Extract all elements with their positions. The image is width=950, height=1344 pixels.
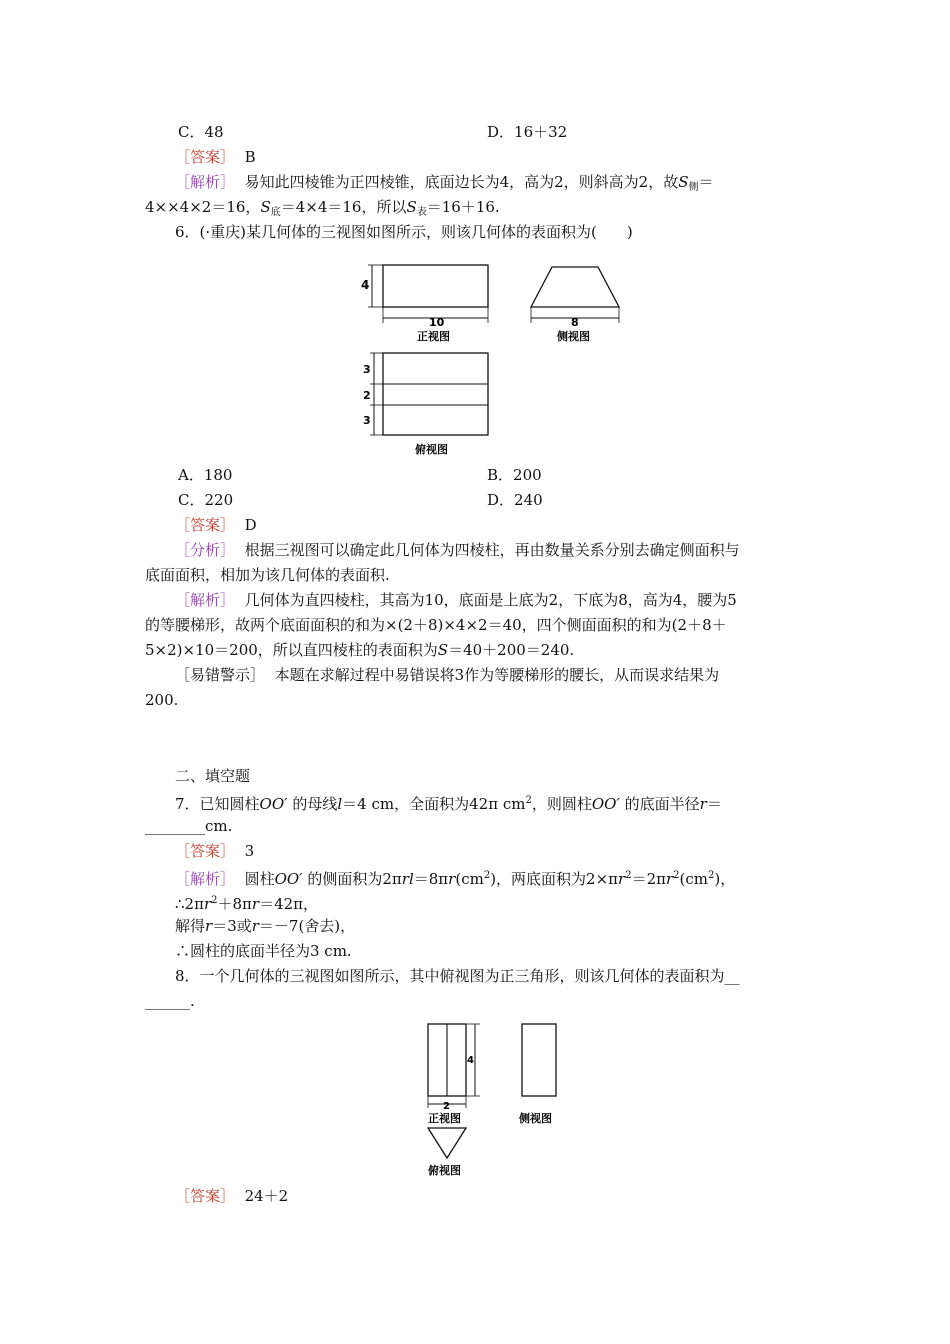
- q6-fenxi-line-2: 底面面积，相加为该几何体的表面积.: [145, 566, 390, 584]
- q8-front-label: 正视图: [428, 1112, 461, 1125]
- q8-answer: [175, 1186, 288, 1206]
- q7-analysis-line-4: ∴圆柱的底面半径为3 cm.: [175, 942, 352, 960]
- analysis-tag: ［解析］: [175, 591, 236, 609]
- q5-analysis-line-2: 4××4×2＝16，$S_底=4\times 4=16$，所以$S_表=16+16$.: [145, 198, 500, 218]
- q6-analysis-line-3: 5×2)×10＝200，所以直四棱柱的表面积为S＝40＋200＝240.: [145, 641, 575, 659]
- q6-top-dim-3: 3: [363, 414, 371, 427]
- q6-three-view-figure: [355, 255, 635, 465]
- answer-value: 3: [244, 842, 255, 860]
- q7-analysis-line-1: ［解析］ 圆柱OO′ 的侧面积为$2\pi rl=8\pi r(cm^2)$，两底面积为$2\times\pi r^2=2\pi r^2(cm^2)$，: [175, 870, 736, 888]
- q6-fenxi-line-1: ［分析］ 根据三视图可以确定此几何体为四棱柱，再由数量关系分别去确定侧面积与: [175, 541, 740, 559]
- answer-value: 24＋2: [244, 1187, 289, 1205]
- q6-front-dim-h: 4: [361, 278, 370, 292]
- q6-answer: [175, 515, 257, 535]
- q6-option-c: C．220: [178, 491, 234, 509]
- answer-tag: ［答案］: [175, 148, 236, 166]
- q8-stem-line-1: 8．一个几何体的三视图如图所示，其中俯视图为正三角形，则该几何体的表面积为__: [175, 967, 740, 985]
- q8-dim-w: 2: [443, 1101, 450, 1112]
- fenxi-tag: ［分析］: [175, 541, 236, 559]
- answer-tag: ［答案］: [175, 1187, 236, 1205]
- q5-analysis-line-1: ［解析］ 易知此四棱锥为正四棱锥，底面边长为4，高为2，则斜高为2，故$S_侧=$: [175, 173, 714, 193]
- q6-option-a: A．180: [178, 466, 233, 484]
- q6-option-d: D．240: [487, 491, 543, 509]
- q6-top-dim-2: 2: [363, 389, 371, 402]
- q6-side-view-trapezoid: [531, 267, 619, 307]
- q5-option-c: C．48: [178, 123, 224, 141]
- analysis-tag: ［解析］: [175, 173, 236, 191]
- q6-analysis-line-1: ［解析］ 几何体为直四棱柱，其高为10，底面是上底为2，下底为8，高为4，腰为5: [175, 591, 737, 609]
- q7-answer: [175, 841, 254, 861]
- q6-stem: 6．(·重庆)某几何体的三视图如图所示，则该几何体的表面积为( ): [175, 223, 633, 241]
- answer-value: B: [244, 148, 256, 166]
- q6-analysis-line-2: 的等腰梯形，故两个底面面积的和为×(2＋8)×4×2＝40，四个侧面面积的和为(2＋8＋: [145, 616, 727, 634]
- q6-front-label: 正视图: [417, 330, 450, 343]
- q8-stem-line-2: ______.: [145, 992, 195, 1010]
- answer-value: D: [244, 516, 257, 534]
- q6-side-label: 侧视图: [557, 330, 590, 343]
- q8-side-label: 侧视图: [519, 1112, 552, 1125]
- q5-answer: [175, 147, 256, 167]
- q6-side-dim-w: 8: [571, 316, 579, 329]
- answer-tag: ［答案］: [175, 842, 236, 860]
- q8-dim-h: 4: [467, 1055, 474, 1066]
- answer-tag: ［答案］: [175, 516, 236, 534]
- q7-blank: ________cm.: [145, 817, 233, 835]
- q5-option-d: D．16＋32: [487, 123, 568, 141]
- q6-warning-line-2: 200.: [145, 691, 179, 709]
- warning-tag: ［易错警示］: [175, 666, 266, 684]
- q6-warning-line-1: ［易错警示］ 本题在求解过程中易错误将3作为等腰梯形的腰长，从而误求结果为: [175, 666, 720, 684]
- q6-front-dim-w: 10: [429, 316, 445, 329]
- q8-three-view-figure: [420, 1018, 570, 1178]
- q7-stem: 7．已知圆柱OO′ 的母线l＝4 cm，全面积为42π $cm^2$，则圆柱OO′ 的底面半径r＝: [175, 795, 722, 813]
- q6-front-view-rect: [383, 265, 488, 307]
- q8-side-view-rect: [522, 1024, 556, 1096]
- q6-top-view-rect: [383, 353, 488, 435]
- section-fill-in-title: 二、填空题: [175, 767, 251, 785]
- q7-analysis-line-3: 解得r＝3或r＝－7(舍去)，: [175, 917, 356, 935]
- q7-analysis-line-2: $\therefore 2\pi r^2+8\pi r=42\pi$，: [175, 895, 319, 913]
- q8-top-label: 俯视图: [428, 1164, 461, 1177]
- analysis-tag: ［解析］: [175, 870, 236, 888]
- q8-top-view-triangle: [428, 1128, 466, 1158]
- q6-top-label: 俯视图: [415, 443, 448, 456]
- q6-option-b: B．200: [487, 466, 542, 484]
- q6-top-dim-1: 3: [363, 363, 371, 376]
